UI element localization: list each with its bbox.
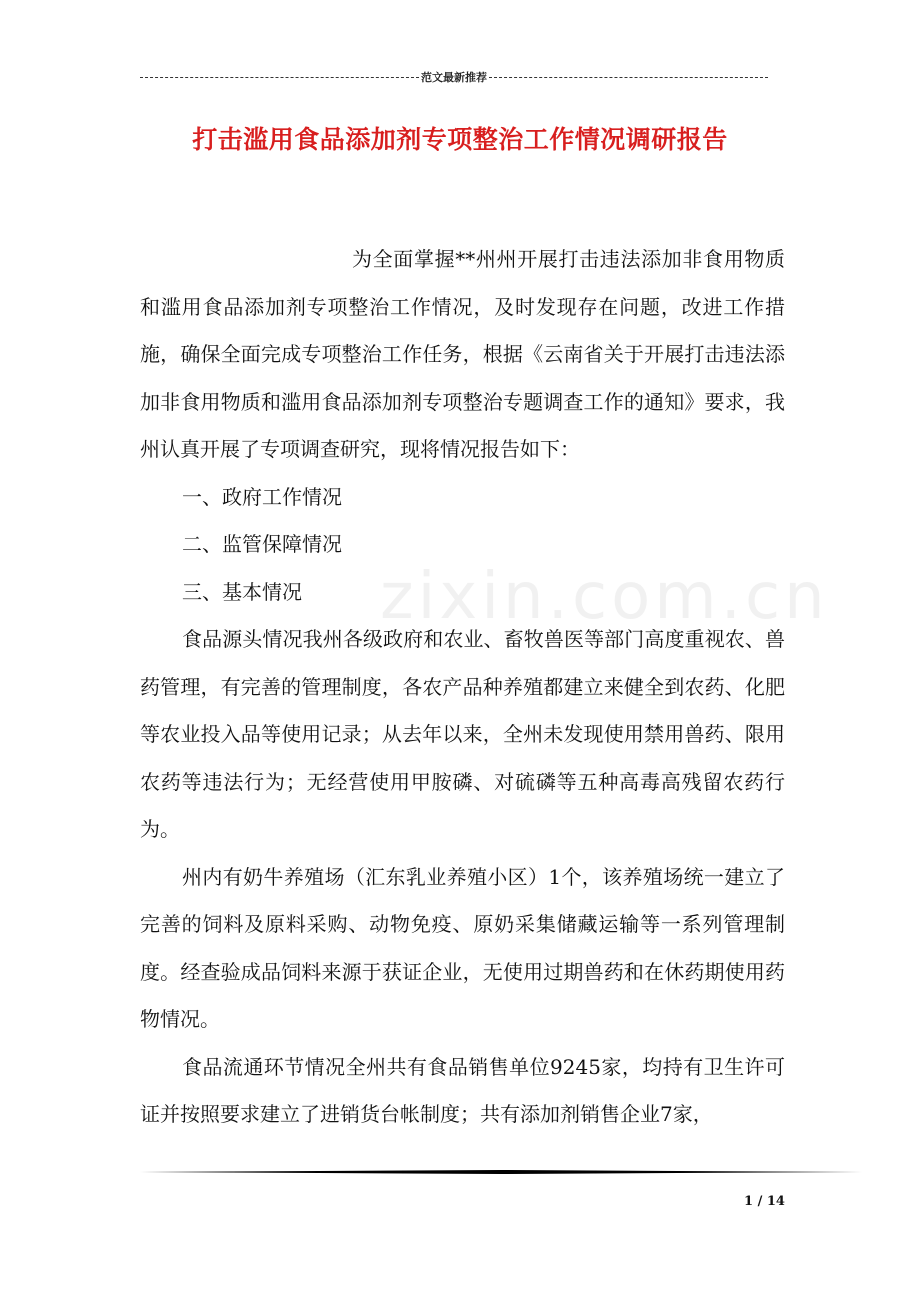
paragraph-food-source: 食品源头情况我州各级政府和农业、畜牧兽医等部门高度重视农、兽药管理，有完善的管理制度，各农产品种养殖都建立来健全到农药、化肥等农业投入品等使用记录；从去年以来，全州未发现使用禁用兽药、限用农药等违法行为；无经营使用甲胺磷、对硫磷等五种高毒高残留农药行为。: [140, 627, 785, 841]
page-number: 1 / 14: [744, 1194, 785, 1209]
header-dash-left: [140, 77, 419, 78]
section-heading-supervision: 二、监管保障情况: [182, 532, 342, 556]
header-dash-right: [489, 77, 768, 78]
paragraph-dairy-farm: 州内有奶牛养殖场（汇东乳业养殖小区）1个，该养殖场统一建立了完善的饲料及原料采购、动物免疫、原奶采集储藏运输等一系列管理制度。经查验成品饲料来源于获证企业，无使用过期兽药和在休药期使用药物情况。: [140, 864, 785, 1031]
document-title: 打击滥用食品添加剂专项整治工作情况调研报告: [192, 125, 728, 154]
intro-paragraph: 为全面掌握**州州开展打击违法添加非食用物质和滥用食品添加剂专项整治工作情况，及时发现存在问题，改进工作措施，确保全面完成专项整治工作任务，根据《云南省关于开展打击违法添加非食用物质和滥用食品添加剂专项整治专题调查工作的通知》要求，我州认真开展了专项调查研究，现将情况报告如下：: [140, 247, 785, 461]
page-header: [140, 67, 768, 87]
watermark-text: zixin.com.cn: [380, 560, 829, 634]
paragraph-circulation: 食品流通环节情况全州共有食品销售单位9245家，均持有卫生许可证并按照要求建立了进销货台帐制度；共有添加剂销售企业7家，: [140, 1054, 785, 1126]
footer-rule: [140, 1170, 862, 1174]
header-label: 范文最新推荐: [421, 71, 487, 84]
section-heading-government: 一、政府工作情况: [182, 484, 342, 509]
section-heading-basic: 三、基本情况: [182, 579, 302, 604]
document-body: [140, 236, 785, 1139]
